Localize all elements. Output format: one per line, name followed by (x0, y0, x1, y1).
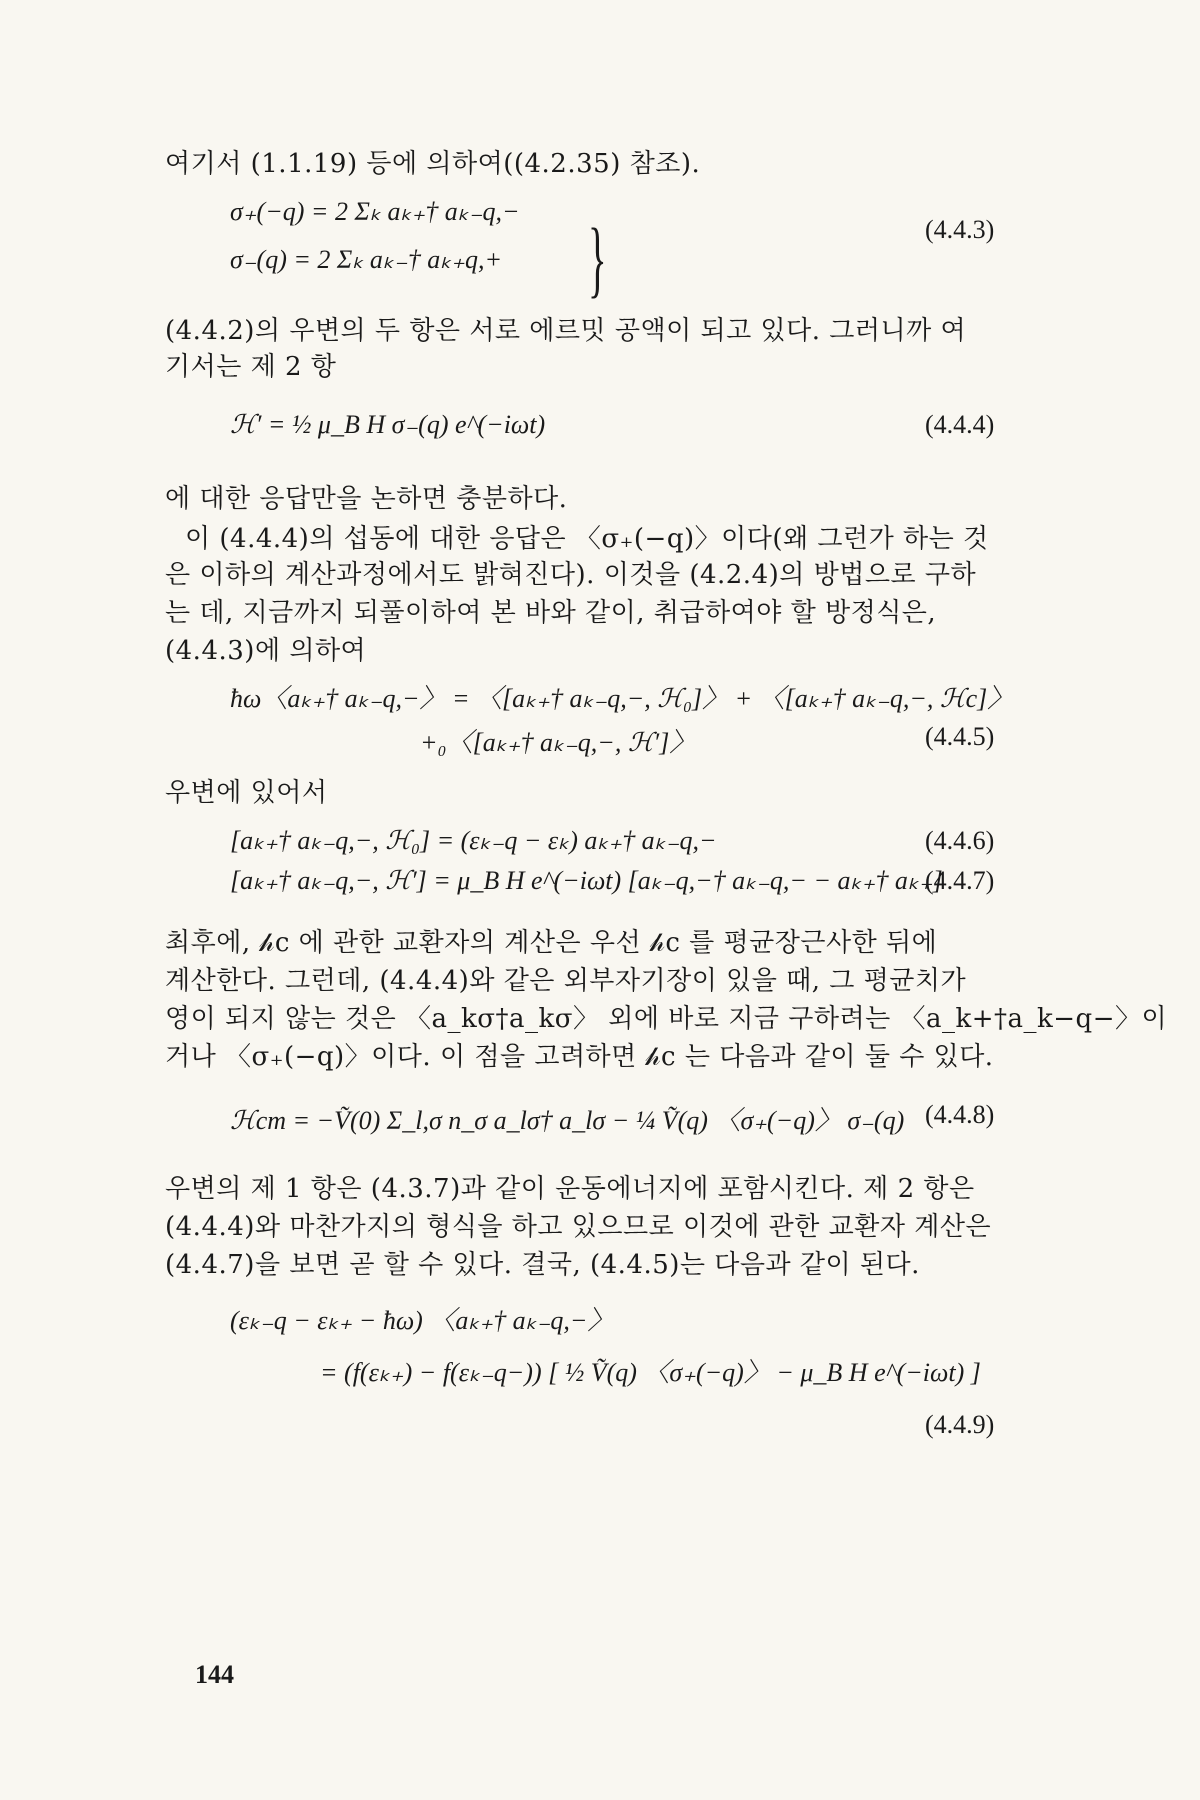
text-line: 최후에, 𝒽c 에 관한 교환자의 계산은 우선 𝒽c 를 평균장근사한 뒤에 (165, 928, 938, 958)
equation-commutator-h0: [aₖ₊† aₖ₋q,−, ℋ₀] = (εₖ₋q − εₖ) aₖ₊† aₖ₋q,− (230, 826, 717, 855)
text-line: 여기서 (1.1.19) 등에 의하여((4.2.35) 참조). (165, 149, 701, 179)
equation-perturbation: ℋ′ = ½ μ_B H σ₋(q) e^(−iωt) (230, 410, 546, 439)
text-line: 영이 되지 않는 것은 〈a_kσ†a_kσ〉 외에 바로 지금 구하려는 〈a_k+†a_k−q−〉이 (165, 1004, 1168, 1034)
equation-number: (4.4.7) (925, 866, 995, 895)
equation-result-line1: (εₖ₋q − εₖ₊ − ħω) 〈aₖ₊† aₖ₋q,−〉 (230, 1306, 614, 1335)
equation-result-line2: = (f(εₖ₊) − f(εₖ₋q−)) [ ½ Ṽ(q) 〈σ₊(−q)〉 − μ_B H e^(−iωt) ] (320, 1358, 981, 1387)
equation-commutator-hprime: [aₖ₊† aₖ₋q,−, ℋ′] = μ_B H e^(−iωt) [aₖ₋q,−† aₖ₋q,− − aₖ₊† aₖ₊] (230, 866, 943, 895)
equation-motion-line1: ħω〈aₖ₊† aₖ₋q,−〉 = 〈[aₖ₊† aₖ₋q,−, ℋ₀]〉 + 〈[aₖ₊† aₖ₋q,−, ℋc]〉 (230, 684, 1014, 713)
equation-number: (4.4.9) (925, 1410, 995, 1439)
text-line: 에 대한 응답만을 논하면 충분하다. (165, 484, 568, 514)
equation-number: (4.4.4) (925, 410, 995, 439)
text-line: 은 이하의 계산과정에서도 밝혀진다). 이것을 (4.2.4)의 방법으로 구하 (165, 560, 977, 590)
text-line: 이 (4.4.4)의 섭동에 대한 응답은 〈σ₊(−q)〉이다(왜 그런가 하는 것 (185, 524, 989, 554)
equation-sigma-plus: σ₊(−q) = 2 Σₖ aₖ₊† aₖ₋q,− (230, 197, 520, 226)
text-line: 거나 〈σ₊(−q)〉이다. 이 점을 고려하면 𝒽c 는 다음과 같이 둘 수 있다. (165, 1042, 994, 1072)
text-line: 계산한다. 그런데, (4.4.4)와 같은 외부자기장이 있을 때, 그 평균치가 (165, 966, 967, 996)
text-line: 는 데, 지금까지 되풀이하여 본 바와 같이, 취급하여야 할 방정식은, (165, 598, 937, 628)
text-line: 기서는 제 2 항 (165, 352, 337, 382)
equation-number: (4.4.3) (925, 215, 995, 244)
text-line: (4.4.7)을 보면 곧 할 수 있다. 결국, (4.4.5)는 다음과 같이 된다. (165, 1250, 920, 1280)
equation-number: (4.4.8) (925, 1100, 995, 1129)
equation-number: (4.4.5) (925, 722, 995, 751)
text-line: (4.4.4)와 마찬가지의 형식을 하고 있으므로 이것에 관한 교환자 계산은 (165, 1212, 992, 1242)
equation-number: (4.4.6) (925, 826, 995, 855)
text-line: (4.4.3)에 의하여 (165, 636, 367, 666)
equation-mean-field: ℋcm = −Ṽ(0) Σ_l,σ n_σ a_lσ† a_lσ − ¼ Ṽ(q) 〈σ₊(−q)〉 σ₋(q) (230, 1106, 905, 1135)
page-number: 144 (195, 1660, 234, 1689)
equation-sigma-minus: σ₋(q) = 2 Σₖ aₖ₋† aₖ₊q,+ (230, 245, 503, 274)
text-line: 우변에 있어서 (165, 778, 328, 808)
equation-motion-line2: +₀〈[aₖ₊† aₖ₋q,−, ℋ′]〉 (420, 728, 696, 757)
right-brace: } (588, 210, 607, 306)
text-line: 우변의 제 1 항은 (4.3.7)과 같이 운동에너지에 포함시킨다. 제 2 항은 (165, 1174, 975, 1204)
text-line: (4.4.2)의 우변의 두 항은 서로 에르밋 공액이 되고 있다. 그러니까 여 (165, 316, 967, 346)
